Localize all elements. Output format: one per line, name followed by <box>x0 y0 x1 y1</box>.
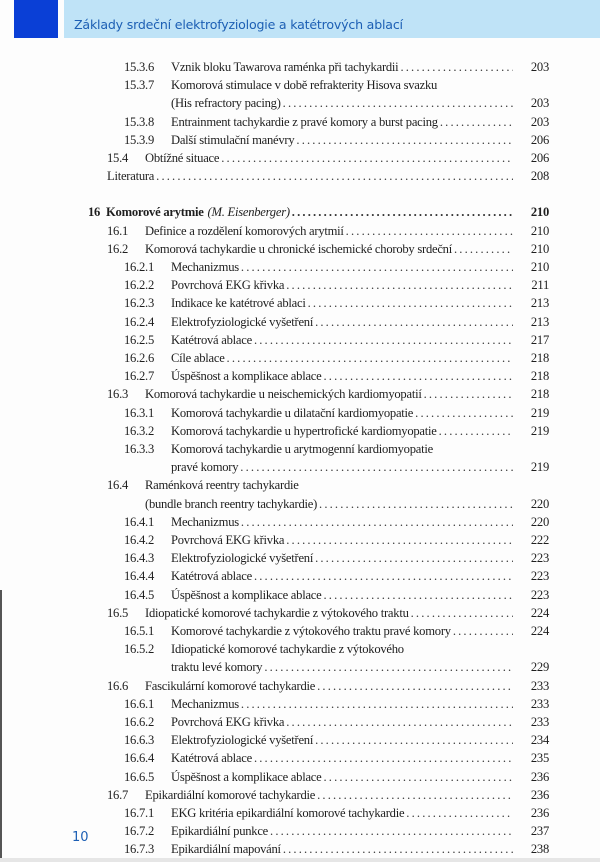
toc-entry-title: EKG kritéria epikardiální komorové tachykardie <box>171 806 405 820</box>
toc-entry-number: 16.2.7 <box>124 369 154 384</box>
dot-leader <box>323 367 513 385</box>
toc-entry[interactable] <box>107 476 549 494</box>
toc-entry-title-continued: (His refractory pacing) <box>171 96 281 111</box>
running-header-title: Základy srdeční elektrofyziologie a katétrových ablací <box>74 17 403 32</box>
toc-entry-title: Mechanizmus <box>171 260 239 274</box>
toc-entry-title: Epikardiální mapování <box>171 842 281 857</box>
toc-entry-number: 16 <box>88 205 101 220</box>
dot-leader <box>315 313 513 331</box>
dot-leader <box>415 404 513 422</box>
dot-leader <box>439 422 513 440</box>
toc-entry-title: Katétrová ablace <box>171 569 252 584</box>
toc-entry-title: Entrainment tachykardie z pravé komory a burst pacing <box>171 114 438 129</box>
toc-entry-page: 224 <box>530 605 549 620</box>
toc-entry-number: 16.5 <box>107 605 129 620</box>
toc-entry-page: 220 <box>530 514 549 529</box>
dot-leader <box>286 276 513 294</box>
toc-entry-page: 223 <box>530 587 549 602</box>
toc-entry-page: 206 <box>530 151 549 165</box>
toc-entry-continuation[interactable] <box>171 94 549 112</box>
toc-entry-page: 236 <box>530 787 549 802</box>
toc-entry[interactable] <box>124 349 549 367</box>
toc-entry[interactable] <box>124 76 549 94</box>
dot-leader <box>264 658 513 676</box>
toc-entry-continuation[interactable] <box>145 495 549 513</box>
toc-entry-page: 218 <box>530 351 549 365</box>
toc-entry-page: 211 <box>531 278 549 293</box>
toc-entry[interactable] <box>124 422 549 440</box>
toc-entry[interactable] <box>124 531 549 549</box>
toc-entry-title-continued: traktu levé komory <box>171 660 263 675</box>
page-edge-shadow <box>0 590 2 862</box>
toc-entry-number: 16.6.3 <box>124 733 154 748</box>
toc-entry-title: Elektrofyziologické vyšetření <box>171 551 314 566</box>
dot-leader <box>400 58 513 76</box>
toc-entry-title: Katétrová ablace <box>171 332 252 347</box>
toc-entry-title: Povrchová EKG křivka <box>171 278 285 293</box>
toc-entry-number: 16.2.6 <box>124 351 154 365</box>
toc-entry[interactable] <box>124 768 549 786</box>
page-number: 10 <box>72 830 89 845</box>
dot-leader <box>241 513 513 531</box>
toc-entry-title: Další stimulační manévry <box>171 132 295 147</box>
toc-entry-number: 16.2.1 <box>124 260 154 274</box>
toc-entry-title: Mechanizmus <box>171 696 239 711</box>
toc-entry-page: 219 <box>530 460 549 475</box>
toc-entry-title: Mechanizmus <box>171 514 239 529</box>
toc-entry-title: Literatura <box>107 169 155 184</box>
toc-entry-page: 210 <box>530 241 549 256</box>
toc-entry-page: 210 <box>530 223 549 238</box>
toc-entry-number: 15.4 <box>107 151 129 165</box>
dot-leader <box>156 167 513 185</box>
toc-entry-title: Obtížné situace <box>145 151 220 165</box>
toc-entry-number: 16.7.1 <box>124 806 154 820</box>
toc-entry[interactable] <box>124 276 549 294</box>
toc-entry[interactable] <box>124 822 549 840</box>
toc-entry[interactable] <box>107 149 549 167</box>
toc-entry[interactable] <box>124 513 549 531</box>
toc-entry-title: Úspěšnost a komplikace ablace <box>171 369 322 384</box>
toc-entry-page: 217 <box>530 332 549 347</box>
toc-entry[interactable] <box>124 258 549 276</box>
toc-entry-title: Komorová tachykardie u chronické ischemické choroby srdeční <box>145 241 452 256</box>
toc-entry-title: Povrchová EKG křivka <box>171 533 285 547</box>
toc-entry-number: 16.6.1 <box>124 696 154 711</box>
toc-entry-page: 210 <box>530 205 549 220</box>
toc-entry-number: 15.3.7 <box>124 78 154 93</box>
toc-entry-page: 234 <box>530 733 549 748</box>
toc-entry-number: 16.2.3 <box>124 296 154 311</box>
dot-leader <box>270 822 513 840</box>
dot-leader <box>227 349 513 367</box>
toc-entry-page: 222 <box>530 533 549 547</box>
toc-entry-number: 16.4.5 <box>124 587 154 602</box>
dot-leader <box>241 695 513 713</box>
toc-entry[interactable] <box>107 604 549 622</box>
toc-entry-title: Komorová tachykardie u arytmogenní kardiomyopatie <box>171 442 433 456</box>
toc-entry[interactable] <box>107 240 549 258</box>
toc-entry-title: Indikace ke katétrové ablaci <box>171 296 306 311</box>
toc-entry-number: 16.4.2 <box>124 533 154 547</box>
toc-entry-number: 16.4.4 <box>124 569 154 584</box>
toc-entry-title: Elektrofyziologické vyšetření <box>171 733 314 748</box>
toc-entry-page: 218 <box>530 387 549 402</box>
toc-entry[interactable] <box>107 786 549 804</box>
toc-entry-page: 233 <box>530 678 549 693</box>
toc-entry-title: Komorová stimulace v době refrakterity Hisova svazku <box>171 78 438 93</box>
toc-entry[interactable] <box>124 131 549 149</box>
dot-leader <box>440 113 513 131</box>
toc-entry-page: 218 <box>530 369 549 384</box>
page-edge-bottom <box>0 858 600 862</box>
toc-entry-page: 213 <box>530 296 549 311</box>
toc-entry[interactable] <box>124 713 549 731</box>
toc-entry-number: 16.4.3 <box>124 551 154 566</box>
toc-entry-number: 16.6 <box>107 678 129 693</box>
dot-leader <box>319 495 513 513</box>
toc-entry-title: Komorové tachykardie z výtokového traktu pravé komory <box>171 624 451 638</box>
toc-entry-number: 16.6.2 <box>124 715 154 729</box>
toc-entry[interactable] <box>107 677 549 695</box>
toc-entry-number: 16.4.1 <box>124 514 154 529</box>
toc-entry[interactable] <box>124 113 549 131</box>
toc-entry-number: 16.5.1 <box>124 624 154 638</box>
toc-entry-number: 16.5.2 <box>124 642 154 657</box>
dot-leader <box>283 840 513 858</box>
toc-entry-page: 236 <box>530 769 549 784</box>
toc-entry-number: 15.3.6 <box>124 60 154 74</box>
toc-entry-number: 16.3.3 <box>124 442 154 456</box>
toc-entry-title: Úspěšnost a komplikace ablace <box>171 587 322 602</box>
dot-leader <box>424 385 513 403</box>
toc-entry[interactable] <box>124 549 549 567</box>
toc-entry-number: 16.2.2 <box>124 278 154 293</box>
dot-leader <box>453 622 513 640</box>
toc-entry-number: 16.1 <box>107 223 129 238</box>
dot-leader <box>308 294 513 312</box>
toc-entry[interactable] <box>107 167 549 185</box>
dot-leader <box>317 677 513 695</box>
toc-entry-title: Epikardiální komorové tachykardie <box>145 787 316 802</box>
toc-entry[interactable] <box>124 586 549 604</box>
dot-leader <box>411 604 513 622</box>
toc-entry[interactable] <box>124 58 549 76</box>
toc-entry-page: 219 <box>530 405 549 420</box>
toc-entry-title-continued: (bundle branch reentry tachykardie) <box>145 496 318 511</box>
toc-entry-page: 219 <box>530 423 549 438</box>
toc-entry-page: 210 <box>530 260 549 274</box>
toc-entry-page: 206 <box>530 132 549 147</box>
toc-entry-author: (M. Eisenberger) <box>207 205 290 220</box>
toc-entry-title: Komorová tachykardie u neischemických kardiomyopatií <box>145 387 422 402</box>
toc-entry-number: 16.4 <box>107 478 129 493</box>
dot-leader <box>323 586 513 604</box>
dot-leader <box>254 567 513 585</box>
toc-entry-title: Fascikulární komorové tachykardie <box>145 678 316 693</box>
toc-entry-title: Komorová tachykardie u hypertrofické kardiomyopatie <box>171 423 437 438</box>
dot-leader <box>346 222 513 240</box>
toc-entry-number: 16.2 <box>107 241 129 256</box>
toc-entry-title: Definice a rozdělení komorových arytmií <box>145 223 344 238</box>
toc-entry-title: Idiopatické komorové tachykardie z výtokového traktu <box>145 605 409 620</box>
toc-entry[interactable] <box>124 640 549 658</box>
toc-entry-continuation[interactable] <box>171 458 549 476</box>
toc-entry-number: 16.3 <box>107 387 129 402</box>
toc-entry-page: 235 <box>530 751 549 766</box>
toc-entry-page: 223 <box>530 569 549 584</box>
toc-entry-page: 203 <box>530 60 549 74</box>
toc-entry-number: 16.3.2 <box>124 423 154 438</box>
toc-entry[interactable] <box>124 840 549 858</box>
dot-leader <box>286 713 513 731</box>
toc-entry-title: Cíle ablace <box>171 351 225 365</box>
dot-leader <box>254 749 513 767</box>
toc-entry[interactable] <box>124 313 549 331</box>
dot-leader <box>454 240 513 258</box>
toc-entry-title: Komorová tachykardie u dilatační kardiomyopatie <box>171 405 414 420</box>
dot-leader <box>240 458 513 476</box>
dot-leader <box>315 731 513 749</box>
toc-entry-title: Povrchová EKG křivka <box>171 715 285 729</box>
toc-entry-page: 203 <box>530 114 549 129</box>
dot-leader <box>241 258 513 276</box>
header-accent-square <box>14 0 58 38</box>
dot-leader <box>406 804 513 822</box>
toc-entry[interactable] <box>124 695 549 713</box>
toc-entry-title: Idiopatické komorové tachykardie z výtokového <box>171 642 404 657</box>
toc-entry-number: 16.7 <box>107 787 129 802</box>
toc-entry-title: Komorové arytmie <box>106 205 204 220</box>
dot-leader <box>254 331 513 349</box>
toc-entry-title: Elektrofyziologické vyšetření <box>171 314 314 329</box>
dot-leader <box>221 149 513 167</box>
toc-entry[interactable] <box>124 367 549 385</box>
toc-entry-number: 16.7.3 <box>124 842 154 857</box>
toc-entry-number: 16.7.2 <box>124 824 154 839</box>
toc-entry-number: 16.2.4 <box>124 314 154 329</box>
toc-entry-page: 236 <box>530 806 549 820</box>
toc-entry-page: 233 <box>530 696 549 711</box>
dot-leader <box>317 786 513 804</box>
toc-entry[interactable] <box>124 731 549 749</box>
toc-entry-page: 238 <box>530 842 549 857</box>
toc-entry-page: 213 <box>530 314 549 329</box>
toc-entry-title: Raménková reentry tachykardie <box>145 478 299 493</box>
toc-entry-title: Vznik bloku Tawarova raménka při tachykardii <box>171 60 399 74</box>
toc-entry-number: 16.2.5 <box>124 332 154 347</box>
toc-entry[interactable] <box>124 404 549 422</box>
toc-entry[interactable] <box>124 567 549 585</box>
toc-entry-title: Katétrová ablace <box>171 751 252 766</box>
toc-entry-page: 229 <box>530 660 549 675</box>
toc-entry-title-continued: pravé komory <box>171 460 239 475</box>
dot-leader <box>323 768 513 786</box>
toc-entry[interactable] <box>107 222 549 240</box>
toc-entry-page: 220 <box>530 496 549 511</box>
toc-entry-page: 237 <box>530 824 549 839</box>
toc-entry-number: 16.3.1 <box>124 405 154 420</box>
toc-entry-continuation[interactable] <box>171 658 549 676</box>
toc-entry-number: 16.6.5 <box>124 769 154 784</box>
toc-entry-page: 224 <box>530 624 549 638</box>
dot-leader <box>283 94 513 112</box>
toc-entry-page: 208 <box>530 169 549 184</box>
dot-leader <box>315 549 513 567</box>
toc-entry[interactable] <box>124 440 549 458</box>
toc-entry-title: Epikardiální punkce <box>171 824 269 839</box>
toc-entry-title: Úspěšnost a komplikace ablace <box>171 769 322 784</box>
toc-entry-page: 203 <box>530 96 549 111</box>
toc-entry-number: 15.3.9 <box>124 132 154 147</box>
dot-leader <box>296 131 513 149</box>
toc-entry[interactable] <box>124 331 549 349</box>
toc-entry-number: 16.6.4 <box>124 751 154 766</box>
toc-entry[interactable] <box>124 294 549 312</box>
toc-entry[interactable] <box>107 385 549 403</box>
toc-entry[interactable] <box>124 622 549 640</box>
toc-entry-page: 223 <box>530 551 549 566</box>
toc-entry-number: 15.3.8 <box>124 114 154 129</box>
toc-entry[interactable] <box>124 749 549 767</box>
dot-leader <box>292 203 513 221</box>
toc-entry[interactable] <box>88 203 549 221</box>
toc-entry[interactable] <box>124 804 549 822</box>
toc-entry-page: 233 <box>530 715 549 729</box>
dot-leader <box>286 531 513 549</box>
